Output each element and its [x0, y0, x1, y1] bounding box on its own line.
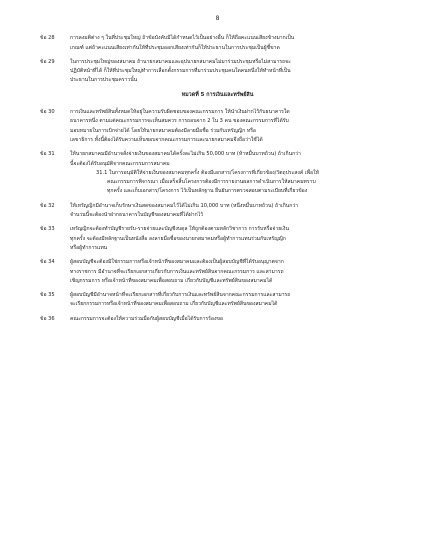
- clause-line: ประธานในการประชุมคราวนั้น: [70, 77, 138, 84]
- clause-line: นี้จะต้องได้รับอนุมัติจากคณะกรรมการสมาคม: [70, 160, 170, 167]
- clause-text: [70, 291, 395, 310]
- clause-text: [70, 34, 395, 53]
- clauses-group-a: [40, 34, 395, 85]
- clause-text: [70, 202, 395, 221]
- clause-line: จำนวนนี้จะต้องนำฝากธนาคารในบัญชีของสมาคมที่ได้ฝากไว้: [70, 212, 204, 219]
- clause-line: จะเรียกกรรมการหรือเจ้าหน้าที่ของสมาคมเพื่อสอบถาม เกี่ยวกับบัญชีและทรัพย์สินของสมาคมได้: [70, 301, 278, 308]
- page-number: 8: [215, 15, 220, 22]
- section-heading: หมวดที่ 5 การเงินและทรัพย์สิน: [181, 91, 254, 98]
- clause-text: [70, 225, 395, 253]
- clause-line: ธนาคารหนึ่ง ตามแต่คณะกรรมการจะเห็นสมควร การถอนจาก 2 ใน 3 คน ของคณะกรรมการที่ได้รับ: [70, 118, 289, 125]
- clause-number: ข้อ 32: [40, 202, 55, 209]
- clause: [40, 225, 395, 253]
- clause-number: ข้อ 33: [40, 226, 55, 233]
- clause: [40, 258, 395, 286]
- clause-line: ให้เหรัญญิกมีอำนาจเก็บรักษาเงินสดของสมาคมไว้ได้ไม่เกิน 10,000 บาท (หนึ่งหมื่นบาทถ้วน) ถ้าเกินกว่า: [70, 202, 299, 209]
- clause-line: ผู้สอบบัญชีมีอำนาจหน้าที่จะเรียกเอกสารที่เกี่ยวกับการเงินและทรัพย์สินจากคณะกรรมการและสามารถ: [70, 292, 291, 299]
- clause: [40, 150, 395, 196]
- clause-line: การลงมติต่าง ๆ ในที่ประชุมใหญ่ ถ้าข้อบังคับมิได้กำหนดไว้เป็นอย่างอื่น ก็ให้ถือคะแนนเสียงข้างมากเป็น: [70, 35, 295, 42]
- clause-line: ผู้สอบบัญชีจะต้องมิใช่กรรมการหรือเจ้าหน้าที่ของสมาคมและต้องเป็นผู้สอบบัญชีที่ได้รับอนุญาตจาก: [70, 259, 284, 266]
- clause-line: ทุกครั้ง จะต้องมีหลักฐานเป็นหนังสือ ลงลายมือชื่อของนายกสมาคมหรือผู้ทำการแทนร่วมกับเหรัญญิก: [70, 235, 286, 242]
- clause-line: หรือผู้ทำการแทน: [70, 244, 108, 251]
- clause-line: คณะกรรมการจะต้องให้ความร่วมมือกับผู้สอบบัญชีเมื่อได้รับการร้องขอ: [70, 315, 223, 322]
- clause: [40, 34, 395, 53]
- clause-number: ข้อ 29: [40, 58, 55, 65]
- clause-line: มอบหมายในการเบิกจ่ายได้ โดยให้นายกสมาคมต้องมีลายมือชื่อ ร่วมกับเหรัญญิก หรือ: [70, 127, 256, 134]
- clause-number: ข้อ 31: [40, 151, 55, 158]
- clause-text: [70, 150, 395, 196]
- clause-text: [70, 258, 395, 286]
- clause-number: ข้อ 28: [40, 35, 55, 42]
- clause-line: ทางราชการ มีอำนาจที่จะเรียกเอกสารเกี่ยวกับการเงินและทรัพย์สินจากคณะกรรมการ และสามารถ: [70, 268, 284, 275]
- clause-number: ข้อ 30: [40, 109, 55, 116]
- clause: [40, 58, 395, 86]
- clause-text: [70, 108, 395, 145]
- clause-line: เชิญกรรมการ หรือเจ้าหน้าที่ของสมาคมเพื่อสอบถาม เกี่ยวกับบัญชีและทรัพย์สินของสมาคมได้: [70, 277, 273, 284]
- clause-line: ในการประชุมใหญ่ของสมาคม ถ้านายกสมาคมและอุปนายกสมาคมไม่มาร่วมประชุมหรือไม่สามารถจะ: [70, 58, 291, 65]
- subclause-line: คณะกรรมการพิจารณา เมื่อเสร็จสิ้นโครงการต้องมีการรายงานผลการดำเนินการให้สมาคมทราบ: [107, 179, 316, 186]
- clause: [40, 315, 395, 324]
- clause-text: [70, 58, 395, 86]
- clause-number: ข้อ 34: [40, 259, 55, 266]
- clause-number: ข้อ 36: [40, 315, 55, 322]
- clause-line: เลขาธิการ ทั้งนี้ต้องได้รับความเห็นชอบจากคณะกรรมการและนายกสมาคมจึงถือว่าใช้ได้: [70, 136, 263, 143]
- clause-line: ให้นายกสมาคมมีอำนาจสั่งจ่ายเงินของสมาคมได้ครั้งละไม่เกิน 50,000 บาท (ห้าหมื่นบาทถ้วน) ถ้าเกินกว่า: [70, 151, 301, 158]
- clause-line: เหรัญญิกจะต้องทำบัญชีรายรับ-รายจ่ายและบัญชีงบดุล ให้ถูกต้องตามหลักวิชาการ การรับหรือจ่ายเงิน: [70, 226, 289, 233]
- clause: [40, 291, 395, 310]
- clause-line: การเงินและทรัพย์สินทั้งหมดให้อยู่ในความรับผิดชอบของคณะกรรมการ ให้นำเงินฝากไว้กับธนาคารใด: [70, 109, 290, 116]
- clause: [40, 108, 395, 145]
- clauses-group-b: [40, 108, 395, 324]
- clause-number: ข้อ 35: [40, 292, 55, 299]
- clause-text: [70, 315, 395, 324]
- clause-line: ปฏิบัติหน้าที่ได้ ก็ให้ที่ประชุมใหญ่ทำการเลือกตั้งกรรมการที่มาร่วมประชุมคนใดคนหนึ่งให้ทำหน้าที่เป็น: [70, 68, 291, 75]
- clause-line: เกณฑ์ แต่ถ้าคะแนนเสียงเท่ากันให้ที่ประชุมออกเสียงเท่ากันก็ให้ประธานในการประชุมเป็นผู้ชี้ขาด: [70, 44, 280, 51]
- clause: [40, 202, 395, 221]
- subclause-line: ทุกครั้ง และเก็บเอกสาร/โครงการ ไว้เป็นหลักฐาน ยืนยันการตรวจสอบตามระเบียบที่เกี่ยวข้อง: [107, 188, 308, 195]
- subclause-line: 31.1 ในการอนุมัติให้จ่ายเงินของสมาคมทุกครั้ง ต้องมีเอกสาร/โครงการที่เกี่ยวข้อง/วัตถุประสงค์ เพื่อให้: [96, 169, 319, 176]
